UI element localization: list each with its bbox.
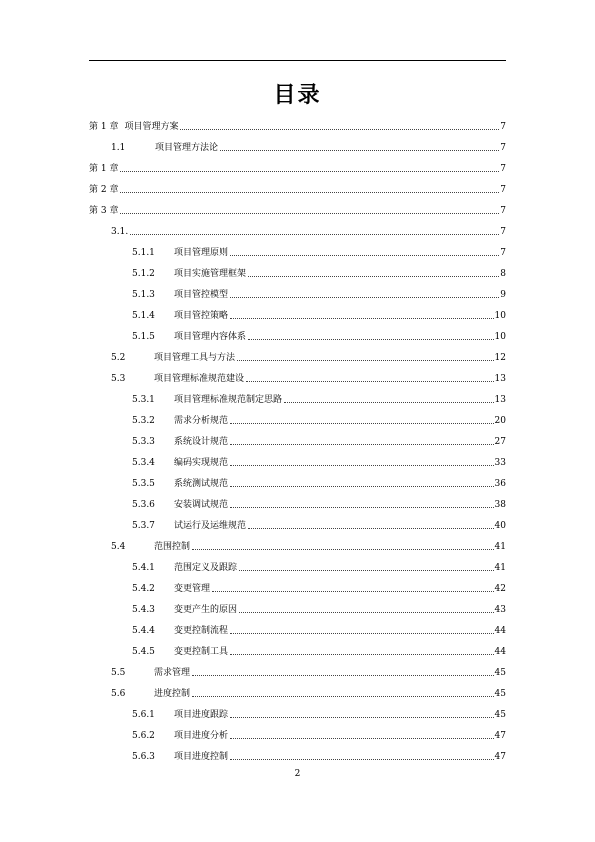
toc-entry-number: 5.4.4 [132, 626, 155, 636]
toc-entry[interactable] [132, 392, 506, 406]
toc-entry-label: 项目管理原则 [174, 248, 229, 258]
toc-entry-label: 变更控制工具 [174, 647, 229, 657]
toc-entry-label: 第 3 章 [89, 206, 119, 216]
toc-entry-page: 7 [500, 206, 506, 216]
dot-leader [230, 465, 494, 466]
toc-entry-page: 12 [494, 353, 506, 363]
toc-entry[interactable] [132, 266, 506, 280]
dot-leader [192, 696, 494, 697]
toc-entry[interactable] [132, 497, 506, 511]
toc-entry-number: 5.3.4 [132, 458, 155, 468]
toc-entry-page: 20 [494, 416, 506, 426]
toc-entry-page: 40 [494, 521, 506, 531]
toc-entry-number: 5.3.6 [132, 500, 155, 510]
toc-entry-page: 7 [500, 122, 506, 132]
toc-entry-label: 系统测试规范 [174, 479, 229, 489]
toc-entry[interactable] [132, 560, 506, 574]
toc-entry-label: 变更产生的原因 [174, 605, 238, 615]
toc-entry-label: 试运行及运维规范 [174, 521, 247, 531]
toc-entry-label: 编码实现规范 [174, 458, 229, 468]
page-number: 2 [294, 769, 301, 779]
toc-entry[interactable] [89, 119, 506, 133]
toc-entry-page: 33 [494, 458, 506, 468]
toc-entry[interactable] [111, 539, 506, 553]
dot-leader [248, 276, 499, 277]
toc-entry-number: 5.6 [111, 689, 126, 699]
dot-leader [192, 675, 494, 676]
toc-entry-label: 项目进度跟踪 [174, 710, 229, 720]
dot-leader [230, 507, 494, 508]
dot-leader [120, 192, 499, 193]
toc-entry-label: 项目进度分析 [174, 731, 229, 741]
toc-entry-label: 项目管理标准规范建设 [154, 374, 245, 384]
toc-entry-number: 5.3.3 [132, 437, 155, 447]
header-rule [89, 60, 506, 61]
toc-title: 目录 [273, 83, 322, 108]
toc-entry-label: 项目实施管理框架 [174, 269, 247, 279]
toc-entry-page: 44 [494, 626, 506, 636]
toc-entry[interactable] [89, 182, 506, 196]
dot-leader [212, 591, 494, 592]
toc-entry[interactable] [132, 602, 506, 616]
toc-entry[interactable] [111, 140, 506, 154]
dot-leader [230, 486, 494, 487]
toc-entry[interactable] [111, 350, 506, 364]
dot-leader [230, 759, 494, 760]
dot-leader [230, 654, 494, 655]
dot-leader [220, 150, 499, 151]
dot-leader [192, 549, 494, 550]
dot-leader [248, 339, 494, 340]
toc-entry[interactable] [132, 434, 506, 448]
toc-entry-page: 47 [494, 752, 506, 762]
dot-leader [120, 171, 499, 172]
toc-entry-label: 项目管理方案 [124, 122, 179, 132]
toc-entry-page: 7 [500, 164, 506, 174]
toc-entry[interactable] [132, 581, 506, 595]
toc-entry[interactable] [132, 413, 506, 427]
dot-leader [239, 612, 494, 613]
dot-leader [237, 360, 494, 361]
toc-entry-page: 45 [494, 710, 506, 720]
toc-entry-number: 5.3.7 [132, 521, 155, 531]
toc-entry[interactable] [111, 224, 506, 238]
toc-entry-page: 13 [494, 395, 506, 405]
toc-entry-page: 41 [494, 563, 506, 573]
toc-entry[interactable] [111, 665, 506, 679]
toc-entry-number: 5.5 [111, 668, 126, 678]
dot-leader [230, 444, 494, 445]
toc-entry-page: 43 [494, 605, 506, 615]
toc-entry-page: 27 [494, 437, 506, 447]
toc-entry-page: 7 [500, 248, 506, 258]
toc-entry-page: 7 [500, 185, 506, 195]
toc-entry[interactable] [132, 644, 506, 658]
toc-entry-number: 5.1.1 [132, 248, 155, 258]
toc-entry[interactable] [132, 518, 506, 532]
toc-entry-page: 42 [494, 584, 506, 594]
toc-entry-label: 范围控制 [154, 542, 191, 552]
toc-entry[interactable] [132, 728, 506, 742]
toc-entry[interactable] [111, 371, 506, 385]
toc-entry-page: 13 [494, 374, 506, 384]
toc-entry-number: 5.4 [111, 542, 126, 552]
toc-entry-page: 9 [500, 290, 506, 300]
toc-entry-label: 变更控制流程 [174, 626, 229, 636]
toc-entry-label: 项目管理标准规范制定思路 [174, 395, 283, 405]
dot-leader [284, 402, 494, 403]
toc-entry-label: 项目进度控制 [174, 752, 229, 762]
dot-leader [230, 297, 499, 298]
toc-entry-label: 项目管理工具与方法 [154, 353, 236, 363]
toc-entry-number: 5.4.1 [132, 563, 155, 573]
toc-entry-page: 44 [494, 647, 506, 657]
toc-entry-label: 3.1. [111, 227, 129, 237]
toc-entry[interactable] [132, 287, 506, 301]
toc-entry-page: 47 [494, 731, 506, 741]
toc-entry[interactable] [132, 329, 506, 343]
toc-entry[interactable] [132, 749, 506, 763]
toc-entry-label: 项目管控模型 [174, 290, 229, 300]
toc-entry-number: 5.1.3 [132, 290, 155, 300]
toc-entry[interactable] [111, 686, 506, 700]
toc-entry-number: 5.1.4 [132, 311, 155, 321]
toc-entry-page: 41 [494, 542, 506, 552]
toc-entry[interactable] [132, 308, 506, 322]
toc-entry-number: 第 1 章 [89, 122, 119, 132]
toc-entry[interactable] [89, 161, 506, 175]
toc-entry[interactable] [132, 245, 506, 259]
toc-entry-label: 范围定义及跟踪 [174, 563, 238, 573]
toc-entry-label: 需求分析规范 [174, 416, 229, 426]
dot-leader [230, 633, 494, 634]
toc-entry[interactable] [132, 455, 506, 469]
dot-leader [120, 213, 499, 214]
dot-leader [246, 381, 494, 382]
toc-entry-label: 安装调试规范 [174, 500, 229, 510]
toc-entry-number: 5.2 [111, 353, 126, 363]
dot-leader [230, 318, 494, 319]
toc-entry-page: 7 [500, 227, 506, 237]
toc-entry[interactable] [132, 707, 506, 721]
dot-leader [230, 717, 494, 718]
toc-entry-label: 需求管理 [154, 668, 191, 678]
toc-entry-number: 5.3 [111, 374, 126, 384]
toc-entry-label: 项目管理方法论 [155, 143, 219, 153]
dot-leader [180, 129, 499, 130]
toc-entry-label: 变更管理 [174, 584, 211, 594]
toc-entry-page: 45 [494, 668, 506, 678]
dot-leader [239, 570, 494, 571]
dot-leader [130, 234, 499, 235]
toc-entry-label: 进度控制 [154, 689, 191, 699]
toc-entry-number: 5.1.5 [132, 332, 155, 342]
toc-entry-number: 5.6.2 [132, 731, 155, 741]
dot-leader [230, 738, 494, 739]
toc-entry-number: 5.4.2 [132, 584, 155, 594]
toc-entry-number: 1.1 [111, 143, 126, 153]
toc-entry-page: 36 [494, 479, 506, 489]
toc-entry-label: 项目管理内容体系 [174, 332, 247, 342]
toc-entry-number: 5.3.2 [132, 416, 155, 426]
toc-entry-label: 第 1 章 [89, 164, 119, 174]
toc-entry-page: 7 [500, 143, 506, 153]
dot-leader [230, 423, 494, 424]
toc-entry-number: 5.6.1 [132, 710, 155, 720]
toc-entry[interactable] [132, 623, 506, 637]
dot-leader [248, 528, 494, 529]
toc-entry-number: 5.1.2 [132, 269, 155, 279]
toc-entry-number: 5.4.5 [132, 647, 155, 657]
toc-entry-label: 项目管控策略 [174, 311, 229, 321]
toc-entry-page: 45 [494, 689, 506, 699]
toc-entry-page: 10 [494, 332, 506, 342]
toc-entry-number: 5.4.3 [132, 605, 155, 615]
toc-entry-label: 第 2 章 [89, 185, 119, 195]
dot-leader [230, 255, 499, 256]
toc-entry-page: 8 [500, 269, 506, 279]
toc-entry[interactable] [132, 476, 506, 490]
toc-entry-page: 38 [494, 500, 506, 510]
toc-entry[interactable] [89, 203, 506, 217]
toc-entry-number: 5.3.5 [132, 479, 155, 489]
toc-entry-number: 5.3.1 [132, 395, 155, 405]
toc-entry-label: 系统设计规范 [174, 437, 229, 447]
toc-entry-number: 5.6.3 [132, 752, 155, 762]
toc-entry-page: 10 [494, 311, 506, 321]
